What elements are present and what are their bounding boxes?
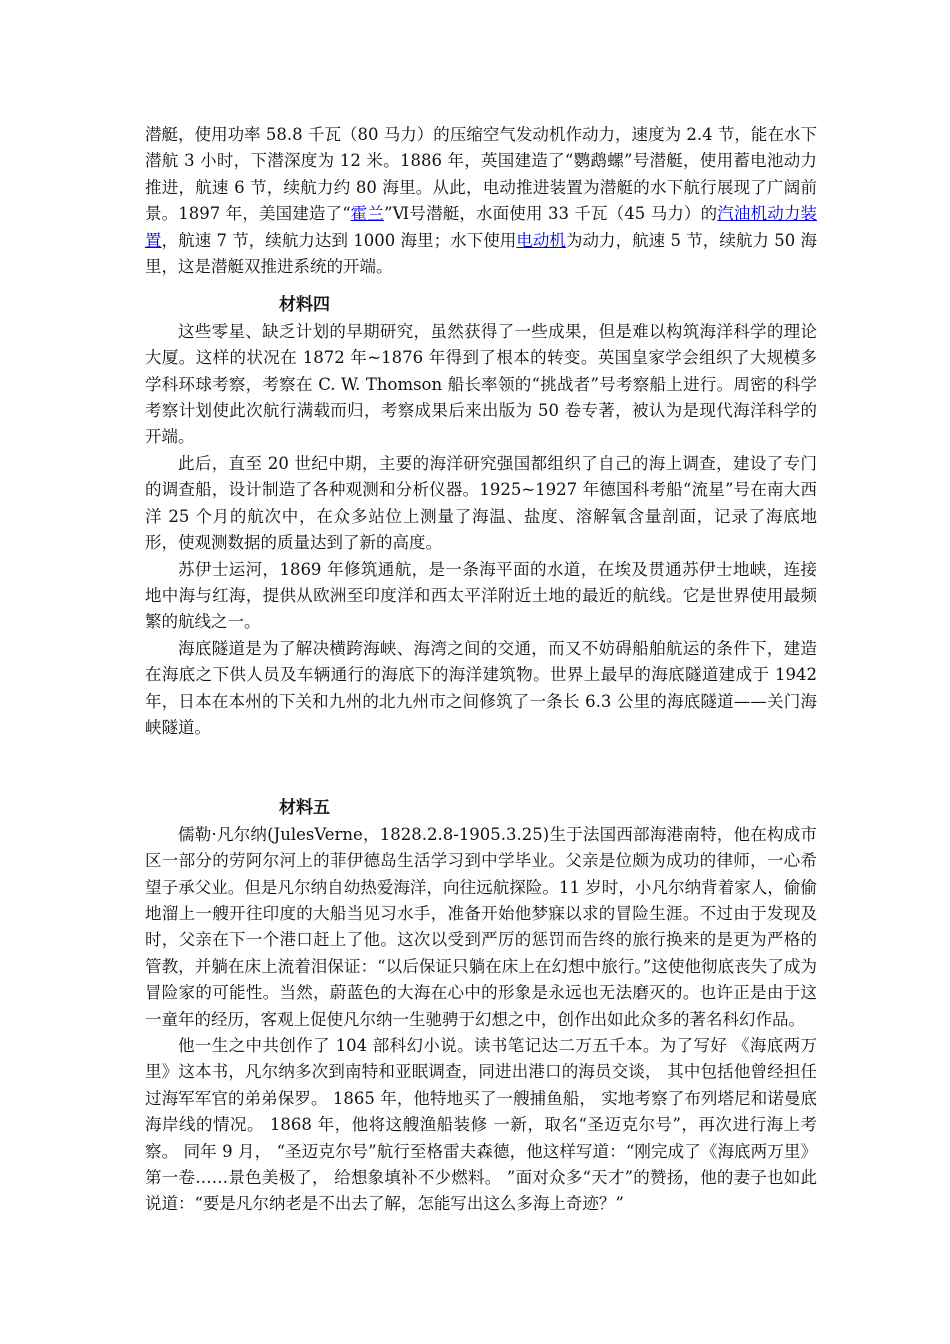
paragraph: 这些零星、缺乏计划的早期研究，虽然获得了一些成果，但是难以构筑海洋科学的理论大厦。这样的状况在 1872 年~1876 年得到了根本的转变。英国皇家学会组织了大规模多学科环球考察，考察在 C. W. Thomson 船长率领的“挑战者”号考察船上进行。周密的科学考察计划使此次航行满载而归，考察成果后来出版为 50 卷专著，被认为是现代海洋科学的开端。 (145, 321, 817, 447)
text-run: 为动力，航速 5 节，续航力 50 海里，这是潜艇双推进系统的开端。 (145, 230, 818, 277)
text-run: ，航速 7 节，续航力达到 1000 海里；水下使用 (161, 230, 517, 250)
link-gasoline-engine[interactable]: 汽油机动力装置 (145, 204, 818, 250)
paragraph: 海底隧道是为了解决横跨海峡、海湾之间的交通，而又不妨碍船舶航运的条件下，建造在海底之下供人员及车辆通行的海底下的海洋建筑物。世界上最早的海底隧道建成于 1942 年，日本在本州的下关和九州的北九州市之间修筑了一条长 6.3 公里的海底隧道——关门海峡隧道。 (145, 638, 817, 737)
document-body (145, 122, 817, 1218)
paragraph: 他一生之中共创作了 104 部科幻小说。读书笔记达二万五千本。为了写好 《海底两万里》这本书，凡尔纳多次到南特和亚眠调查，同进出港口的海员交谈， 其中包括他曾经担任过海军军官的弟弟保罗。 1865 年，他特地买了一艘捕鱼船， 实地考察了布列塔尼和诺曼底海岸线的情况。 1868 年，他将这艘渔船装修 一新，取名“圣迈克尔号”，再次进行海上考察。 同年 9 月， “圣迈克尔号”航行至格雷夫森德，他这样写道：“刚完成了《海底两万里》第一卷……景色美极了， 给想象填补不少燃料。 ”面对众多“天才”的赞扬，他的妻子也如此说道：“要是凡尔纳老是不出去了解，怎能写出这么多海上奇迹？” (145, 1036, 817, 1214)
paragraph-submarine-history (145, 122, 817, 280)
text-run: 潜艇，使用功率 58.8 千瓦（80 马力）的压缩空气发动机作动力，速度为 2.4 节，能在水下潜航 3 小时，下潜深度为 12 米。1886 年，英国建造了“鹦鹉螺”号潜艇，使用蓄电池动力推进，航速 6 节，续航力约 80 海里。从此，电动推进装置为潜艇的水下航行展现了广阔前景。1897 年，美国建造了“ (145, 125, 817, 224)
link-holland[interactable]: 霍兰 (350, 204, 385, 224)
paragraph: 此后，直至 20 世纪中期，主要的海洋研究强国都组织了自己的海上调查，建设了专门的调查船，设计制造了各种观测和分析仪器。1925~1927 年德国科考船“流星”号在南大西洋 25 个月的航次中，在众多站位上测量了海温、盐度、溶解氧含量剖面，记录了海底地形，使观测数据的质量达到了新的高度。 (145, 453, 817, 553)
section-heading-material-5: 材料五 (279, 798, 330, 819)
link-electric-motor[interactable]: 电动机 (516, 230, 566, 250)
paragraph: 儒勒·凡尔纳(JulesVerne，1828.2.8-1905.3.25)生于法国西部海港南特，他在构成市区一部分的劳阿尔河上的菲伊德岛生活学习到中学毕业。父亲是位颇为成功的律师，一心希望子承父业。但是凡尔纳自幼热爱海洋，向往远航探险。11 岁时，小凡尔纳背着家人，偷偷地溜上一艘开往印度的大船当见习水手，准备开始他梦寐以求的冒险生涯。不过由于发现及时，父亲在下一个港口赶上了他。这次以受到严厉的惩罚而告终的旅行换来的是更为严格的管教，并躺在床上流着泪保证：“以后保证只躺在床上在幻想中旅行。”这使他彻底丧失了成为冒险家的可能性。当然，蔚蓝色的大海在心中的形象是永远也无法磨灭的。也许正是由于这一童年的经历，客观上促使凡尔纳一生驰骋于幻想之中，创作出如此众多的著名科幻作品。 (145, 824, 817, 1029)
section-heading-material-4: 材料四 (279, 295, 330, 316)
paragraph: 苏伊士运河，1869 年修筑通航，是一条海平面的水道，在埃及贯通苏伊士地峡，连接地中海与红海，提供从欧洲至印度洋和西太平洋附近土地的最近的航线。它是世界使用最频繁的航线之一。 (145, 559, 817, 632)
text-run: ”Ⅵ号潜艇，水面使用 33 千瓦（45 马力）的 (384, 204, 718, 224)
